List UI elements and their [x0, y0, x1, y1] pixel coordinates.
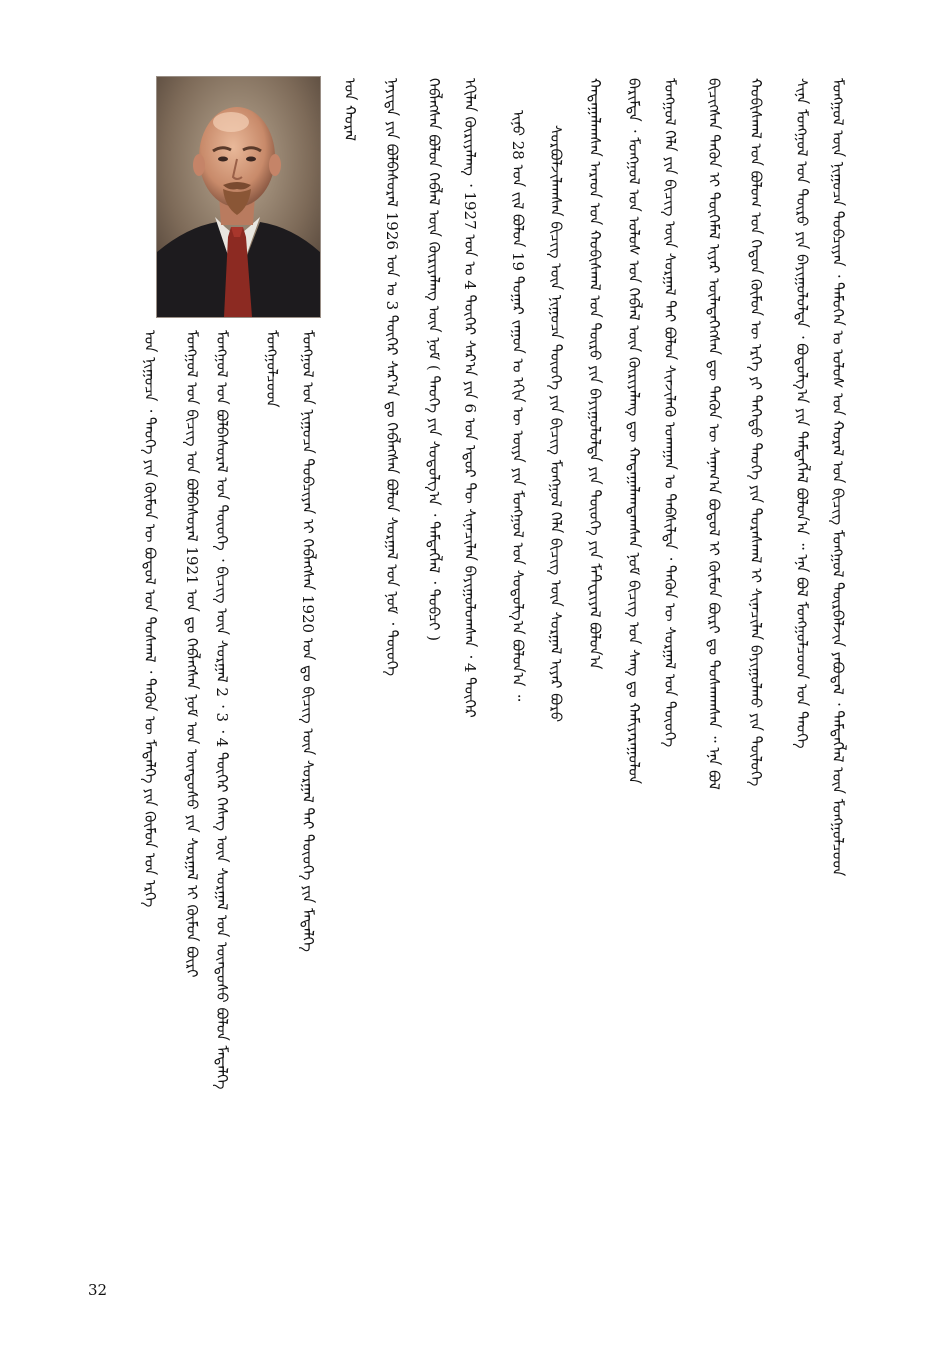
text-column-2: ᠰᠢᠨᠡ ᠮᠣᠩᠭᠣᠯ ᠤᠨ ᠲᠥᠷᠦ ᠶᠢᠨ ᠪᠠᠶᠢᠭᠤᠯᠤᠯᠲᠠ ᠂ ᠪᠣᠳᠣᠯᠭ᠎ᠠ ᠶᠢᠨ ᠲᠡᠮᠳᠡᠭᠯᠡᠯ ᠪᠣᠯᠤᠨ᠎ᠠ ᠃ ᠡᠨᠡ ᠪᠣᠯ ᠮᠣᠩᠭᠣᠯᠴᠤᠳ ᠤᠨ ᠲᠡᠦᠬᠡ — [793, 78, 811, 749]
text-column-10: ᠡᠬᠢᠯᠡᠨ ᠬᠦᠷᠢᠶᠡᠯᠡᠩ ᠂ 1927 ᠣᠨ ᠤ 4 ᠳᠦᠭᠡᠷ ᠰᠠᠷ᠎ᠠ ᠶᠢᠨ 6 ᠤᠨ ᠡᠳᠦᠷ ᠲᠦ ᠰᠢᠨᠡᠴᠢᠯᠡᠨ ᠪᠠᠶᠢᠭᠤᠯᠤᠭᠰᠠᠨ ᠂ 4 ᠳᠦᠭᠡᠷ — [461, 78, 479, 718]
text-column-3: ᠬᠤᠪᠢᠰᠬᠠᠯ ᠤᠨ ᠪᠤᠯᠤᠭ ᠤᠨ ᠬᠡᠳᠦᠨ ᠬᠦᠮᠦᠨ ᠦ ᠡᠷᠬᠡ ᠶᠢ ᠳᠡᠭᠡᠳᠦ ᠲᠡᠦᠬᠡ ᠶᠢᠨ ᠳᠤᠷᠠᠰᠬᠠᠯ ᠢ ᠰᠢᠨᠡᠴᠢᠯᠡᠨ ᠪᠠᠶᠢᠭᠤᠯᠬᠤ ᠶᠢᠨ ᠲᠥᠯᠥᠭᠡ — [747, 78, 765, 787]
text-column-17: ᠮᠣᠩᠭᠣᠯ ᠤᠨ ᠪᠣᠯᠪᠠᠰᠤᠷᠠᠯ ᠤᠨ ᠲᠦᠦᠬᠡ ᠂ ᠪᠢᠴᠢᠭ ᠦᠨ ᠰᠤᠷᠭᠠᠯ 2 ᠂ 3 ᠂ 4 ᠳᠦᠭᠡᠷ ᠬᠡᠰᠡᠭ ᠦᠨ ᠰᠤᠷᠭᠠᠯ ᠤᠨ ᠦᠨᠳᠦᠰᠦ ᠪᠣᠯᠤᠨ ᠮᠡᠳᠡᠯᠭᠡ — [213, 330, 231, 1090]
text-column-15: ᠮᠣᠩᠭᠣᠯ ᠤᠨ ᠪᠢᠴᠢᠭ ᠤᠨ ᠪᠣᠯᠪᠠᠰᠤᠷᠠᠯ 1921 ᠣᠨ ᠳᠤ ᠬᠡᠪᠯᠡᠭᠰᠡᠨ ᠨᠣᠮ ᠤᠨ ᠦᠨᠳᠦᠰᠦ ᠶᠢᠨ ᠰᠤᠷᠭᠠᠯ ᠢ ᠬᠦᠮᠦᠨ ᠪᠦᠷᠢ — [183, 330, 201, 978]
text-column-14: ᠮᠣᠩᠭᠣᠯᠴᠤᠳ — [263, 330, 281, 408]
text-column-6: ᠪᠠᠷᠢᠮᠲᠠ ᠂ ᠮᠣᠩᠭᠣᠯ ᠤᠨ ᠤᠯᠤᠰ ᠤᠨ ᠬᠡᠪᠯᠡᠯ ᠦᠨ ᠬᠦᠷᠢᠶᠡᠯᠡᠩ ᠳᠦ ᠬᠠᠳᠠᠭᠠᠯᠠᠭᠳᠠᠭᠰᠠᠨ ᠨᠤᠮ ᠪᠢᠴᠢᠭ ᠤᠨ ᠰᠠᠩ ᠳᠤ ᠬᠠᠮᠢᠶᠠᠷᠠᠭᠤᠯᠤᠨ — [625, 78, 643, 784]
text-column-16: ᠤᠨ ᠨᠢᠭᠤᠴᠠ ᠂ ᠲᠡᠦᠬᠡ ᠶᠢᠨ ᠬᠦᠮᠦᠨ ᠦ ᠪᠣᠳᠣᠯ ᠤᠨ ᠲᠤᠰᠬᠠᠯ ᠂ ᠲᠡᠭᠦᠨ ᠦ ᠮᠡᠳᠡᠯᠭᠡ ᠶᠢᠨ ᠬᠦᠮᠦᠨ ᠤᠨ ᠡᠷᠬᠡ — [141, 330, 159, 908]
text-column-11: ᠬᠡᠪᠯᠡᠭᠰᠡᠨ ᠪᠣᠯᠤᠨ ᠬᠡᠪᠯᠡᠯ ᠦᠨ ᠬᠦᠷᠢᠶᠡᠯᠡᠩ ᠦᠨ ᠨᠣᠮ ( ᠲᠡᠦᠬᠡ ᠶᠢᠨ ᠰᠤᠳᠤᠯᠭ᠎ᠠ ᠂ ᠲᠡᠮᠳᠡᠭᠯᠡᠯ ᠂ ᠲᠣᠪᠴᠢ ) — [425, 78, 443, 642]
text-column-9: ᠢᠨᠤ 28 ᠤᠨ ᠵᠢᠯ ᠪᠣᠯᠣᠨ 19 ᠳᠤᠭᠠᠷ ᠵᠠᠭᠤᠨ ᠤ ᠡᠬᠢᠨ ᠦ ᠦᠶᠡ ᠶᠢᠨ ᠮᠣᠩᠭᠣᠯ ᠤᠨ ᠰᠤᠳᠤᠯᠭ᠎ᠠ ᠪᠣᠯᠤᠨ᠎ᠠ ᠃ — [509, 110, 527, 702]
portrait-photo — [156, 76, 321, 318]
text-column-1: ᠮᠣᠩᠭᠣᠯ ᠦᠨ ᠨᠢᠭᠤᠴᠠ ᠲᠣᠪᠴᠢᠶᠠᠨ ᠂ ᠲᠡᠮᠦᠭᠡᠨ ᠤ ᠤᠯᠤᠰ ᠤᠨ ᠬᠤᠷᠠᠯ ᠤᠨ ᠪᠢᠴᠢᠭ ᠮᠣᠩᠭᠣᠯ ᠳᠦᠷᠪᠡᠯᠵᠢᠨ ᠶᠠᠪᠤᠳᠠᠯ ᠂ ᠲᠡᠮᠳᠡᠭᠯᠡᠯ ᠦᠨ ᠮᠣᠩᠭᠣᠯᠴᠤᠳ — [829, 78, 847, 877]
page-number: 32 — [88, 1281, 108, 1299]
text-column-12: ᠨᠡᠶᠢᠲᠡ ᠶᠢᠨ ᠪᠣᠯᠪᠠᠰᠤᠷᠠᠯ 1926 ᠣᠨ ᠤ 3 ᠳᠦᠭᠡᠷ ᠰᠠᠷ᠎ᠠ ᠳᠤ ᠬᠡᠪᠯᠡᠭᠰᠡᠨ ᠪᠣᠯᠤᠨ ᠰᠤᠷᠭᠠᠯ ᠤᠨ ᠨᠣᠮ ᠂ ᠲᠦᠦᠬᠡ — [383, 78, 401, 677]
text-column-7: ᠬᠠᠳᠠᠭᠠᠯᠠᠭᠰᠠᠨ ᠠᠷᠠᠳ ᠤᠨ ᠬᠤᠪᠢᠰᠬᠠᠯ ᠤᠨ ᠲᠦᠷᠦ ᠶᠢᠨ ᠪᠠᠶᠢᠭᠤᠯᠤᠯᠲᠠ ᠶᠢᠨ ᠲᠦᠦᠬᠡ ᠶᠢᠨ ᠮᠠᠲ᠋ᠧᠷᠢᠶᠠᠯ ᠪᠣᠯᠤᠨ᠎ᠠ — [586, 78, 604, 670]
text-column-4: ᠪᠢᠴᠢᠭᠰᠡᠨ ᠲᠡᠭᠦᠨ ᠢ ᠲᠦᠭᠡᠮᠡᠯ ᠢᠶᠡᠷ ᠦᠯᠡᠳᠡᠭᠡᠭᠰᠡᠨ ᠳᠦ ᠲᠡᠭᠦᠨ ᠦ ᠰᠠᠨᠠᠭ᠎ᠠ ᠪᠣᠳᠣᠯ ᠢ ᠬᠦᠮᠦᠨ ᠪᠦᠷᠢ ᠳᠤ ᠲᠤᠰᠬᠠᠭᠰᠠᠨ ᠃ ᠡᠨᠡ ᠪᠣᠯ — [705, 78, 723, 790]
text-column-18: ᠮᠣᠩᠭᠣᠯ ᠤᠨ ᠨᠢᠭᠤᠴᠠ ᠲᠣᠪᠴᠢᠶᠠᠨ ᠢ ᠬᠡᠪᠯᠡᠭᠰᠡᠨ 1920 ᠣᠨ ᠳᠤ ᠪᠢᠴᠢᠭ ᠦᠨ ᠰᠤᠷᠭᠠᠯ ᠲᠠᠶ ᠲᠦᠦᠬᠡ ᠶᠢᠨ ᠮᠡᠳᠡᠯᠭᠡ — [299, 330, 317, 952]
text-column-5: ᠮᠣᠩᠭᠣᠯ ᠬᠡᠯᠡ ᠶᠢᠨ ᠪᠢᠴᠢᠭ ᠦᠨ ᠰᠤᠷᠭᠠᠯ ᠲᠠᠢ ᠪᠣᠯᠤᠨ ᠰᠢᠨᠵᠢᠯᠡᠬᠦ ᠤᠬᠠᠭᠠᠨ ᠤ ᠳᠡᠪᠰᠢᠯᠲᠡ ᠂ ᠲᠡᠭᠦᠨ ᠦ ᠰᠤᠷᠭᠠᠯ ᠤᠨ ᠲᠦᠦᠬᠡ — [661, 78, 679, 748]
text-column-8: ᠰᠤᠷᠪᠤᠯᠵᠢᠯᠠᠭᠰᠠᠨ ᠪᠢᠴᠢᠭ ᠦᠨ ᠨᠢᠭᠤᠴᠠ ᠲᠦᠦᠬᠡ ᠶᠢᠨ ᠪᠢᠴᠢᠭ ᠮᠣᠩᠭᠣᠯ ᠬᠡᠯᠡ ᠪᠢᠴᠢᠭ ᠦᠨ ᠰᠤᠷᠭᠠᠯ ᠢᠶᠠᠷ ᠪᠤᠷᠤ — [547, 125, 565, 723]
text-column-13: ᠤᠨ ᠬᠤᠷᠠᠯ — [341, 78, 359, 141]
